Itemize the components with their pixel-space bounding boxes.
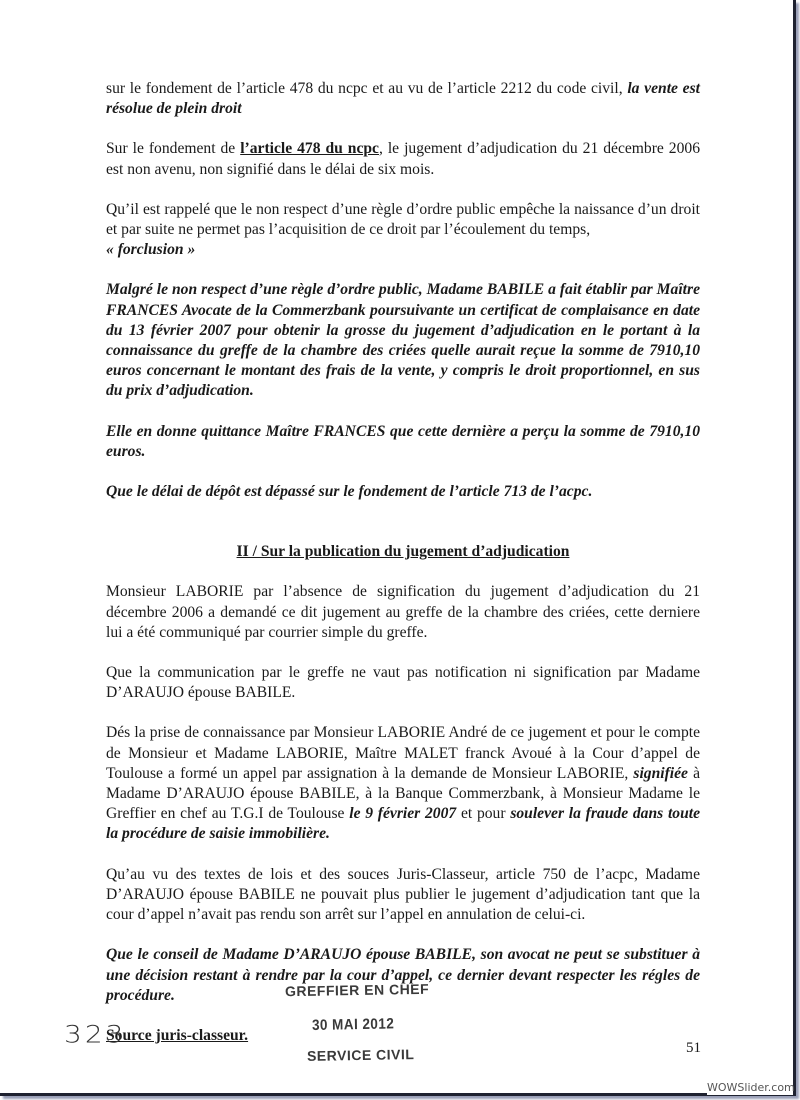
paragraph-communication-greffe: Que la communication par le greffe ne vaut pas notification ni signification par Madame D’ARAUJO épouse BABILE. (106, 664, 700, 702)
paragraph-forclusion (106, 200, 700, 261)
text: et pour (456, 805, 511, 823)
page-number: 51 (686, 1040, 701, 1056)
paragraph-conseil: Que le conseil de Madame D’ARAUJO épouse BABILE, son avocat ne peut se substituer à une décision restant à rendre par la cour d’appel, ce dernier devant respecter les régles de procédure. (106, 946, 700, 1004)
emphasis-date: le 9 février 2007 (349, 805, 457, 823)
paragraph-vente-resolue (106, 79, 700, 119)
text: , le jugement d’adjudication du 21 décembre 2006 est non avenu, non signifié dans le délai de six mois. (106, 140, 700, 178)
handwritten-number: 323 (64, 1020, 127, 1049)
article-reference: l’article 478 du ncpc (240, 140, 379, 158)
text: à Madame D’ARAUJO épouse BABILE, à la Banque Commerzbank, à Monsieur Madame le Greffier en chef au T.G.I de Toulouse (106, 764, 700, 823)
source-label: Source juris-classeur. (106, 1026, 249, 1044)
stamp-title: GREFFIER EN CHEF (284, 980, 430, 1000)
text: sur le fondement de l’article 478 du ncpc et au vu de l’article 2212 du code civil, (106, 80, 628, 97)
stamp-date: 30 MAI 2012 (311, 1015, 395, 1034)
paragraph-certificat-complaisance: Malgré le non respect d’une règle d’ordre public, Madame BABILE a fait établir par Maître FRANCES Avocate de la Commerzbank poursuivante un certificat de complaisance en date du 13 février 2007 pour obtenir la grosse du jugement d’adjudication en le portant à la connaissance du greffe de la chambre des criées quelle aurait reçue la somme de 7910,10 euros concernant le montant des frais de la vente, y compris le droit proportionnel, en sus du prix d’adjudication. (106, 281, 700, 400)
paragraph-article-478 (106, 139, 700, 179)
text: Dés la prise de connaissance par Monsieur LABORIE André de ce jugement et pour le compte de Monsieur et Madame LABORIE, Maître MALET franck Avoué à la Cour d’appel de Toulouse a formé un appel par assignation à la demande de Monsieur LABORIE, (106, 724, 700, 782)
text: Sur le fondement de (106, 140, 241, 158)
stamp-service: SERVICE CIVIL (306, 1046, 415, 1064)
emphasis-text: la vente est résolue de plein droit (106, 80, 700, 118)
paragraph-delai-depot: Que le délai de dépôt est dépassé sur le fondement de l’article 713 de l’acpc. (106, 483, 593, 501)
paragraph-quittance: Elle en donne quittance Maître FRANCES que cette dernière a perçu la somme de 7910,10 euros. (106, 422, 700, 460)
emphasis-text: signifiée (633, 764, 688, 782)
section-heading: II / Sur la publication du jugement d’adjudication (236, 543, 570, 561)
emphasis-text: « forclusion » (106, 241, 196, 259)
text: Qu’il est rappelé que le non respect d’une règle d’ordre public empêche la naissance d’un droit et par suite ne permet pas l’acquisition de ce droit par l’écoulement du temps, (106, 200, 700, 239)
emphasis-text: soulever la fraude dans toute la procédure de saisie immobilière. (106, 805, 701, 843)
paragraph-appel (106, 723, 700, 844)
paragraph-absence-signification: Monsieur LABORIE par l’absence de signification du jugement d’adjudication du 21 décembre 2006 a demandé ce dit jugement au greffe de la chambre des criées, cette derniere lui a été communiqué par courrier simple du greffe. (106, 583, 700, 641)
document-body (106, 79, 700, 1046)
paragraph-juris-classeur: Qu’au vu des textes de lois et des souces Juris-Classeur, article 750 de l’acpc, Madame D’ARAUJO épouse BABILE ne pouvait plus publier le jugement d’adjudication tant que la cour d’appel n’avait pas rendu son arrêt sur l’appel en annulation de celui-ci. (106, 865, 700, 924)
watermark: WOWSlider.com (707, 1081, 795, 1094)
